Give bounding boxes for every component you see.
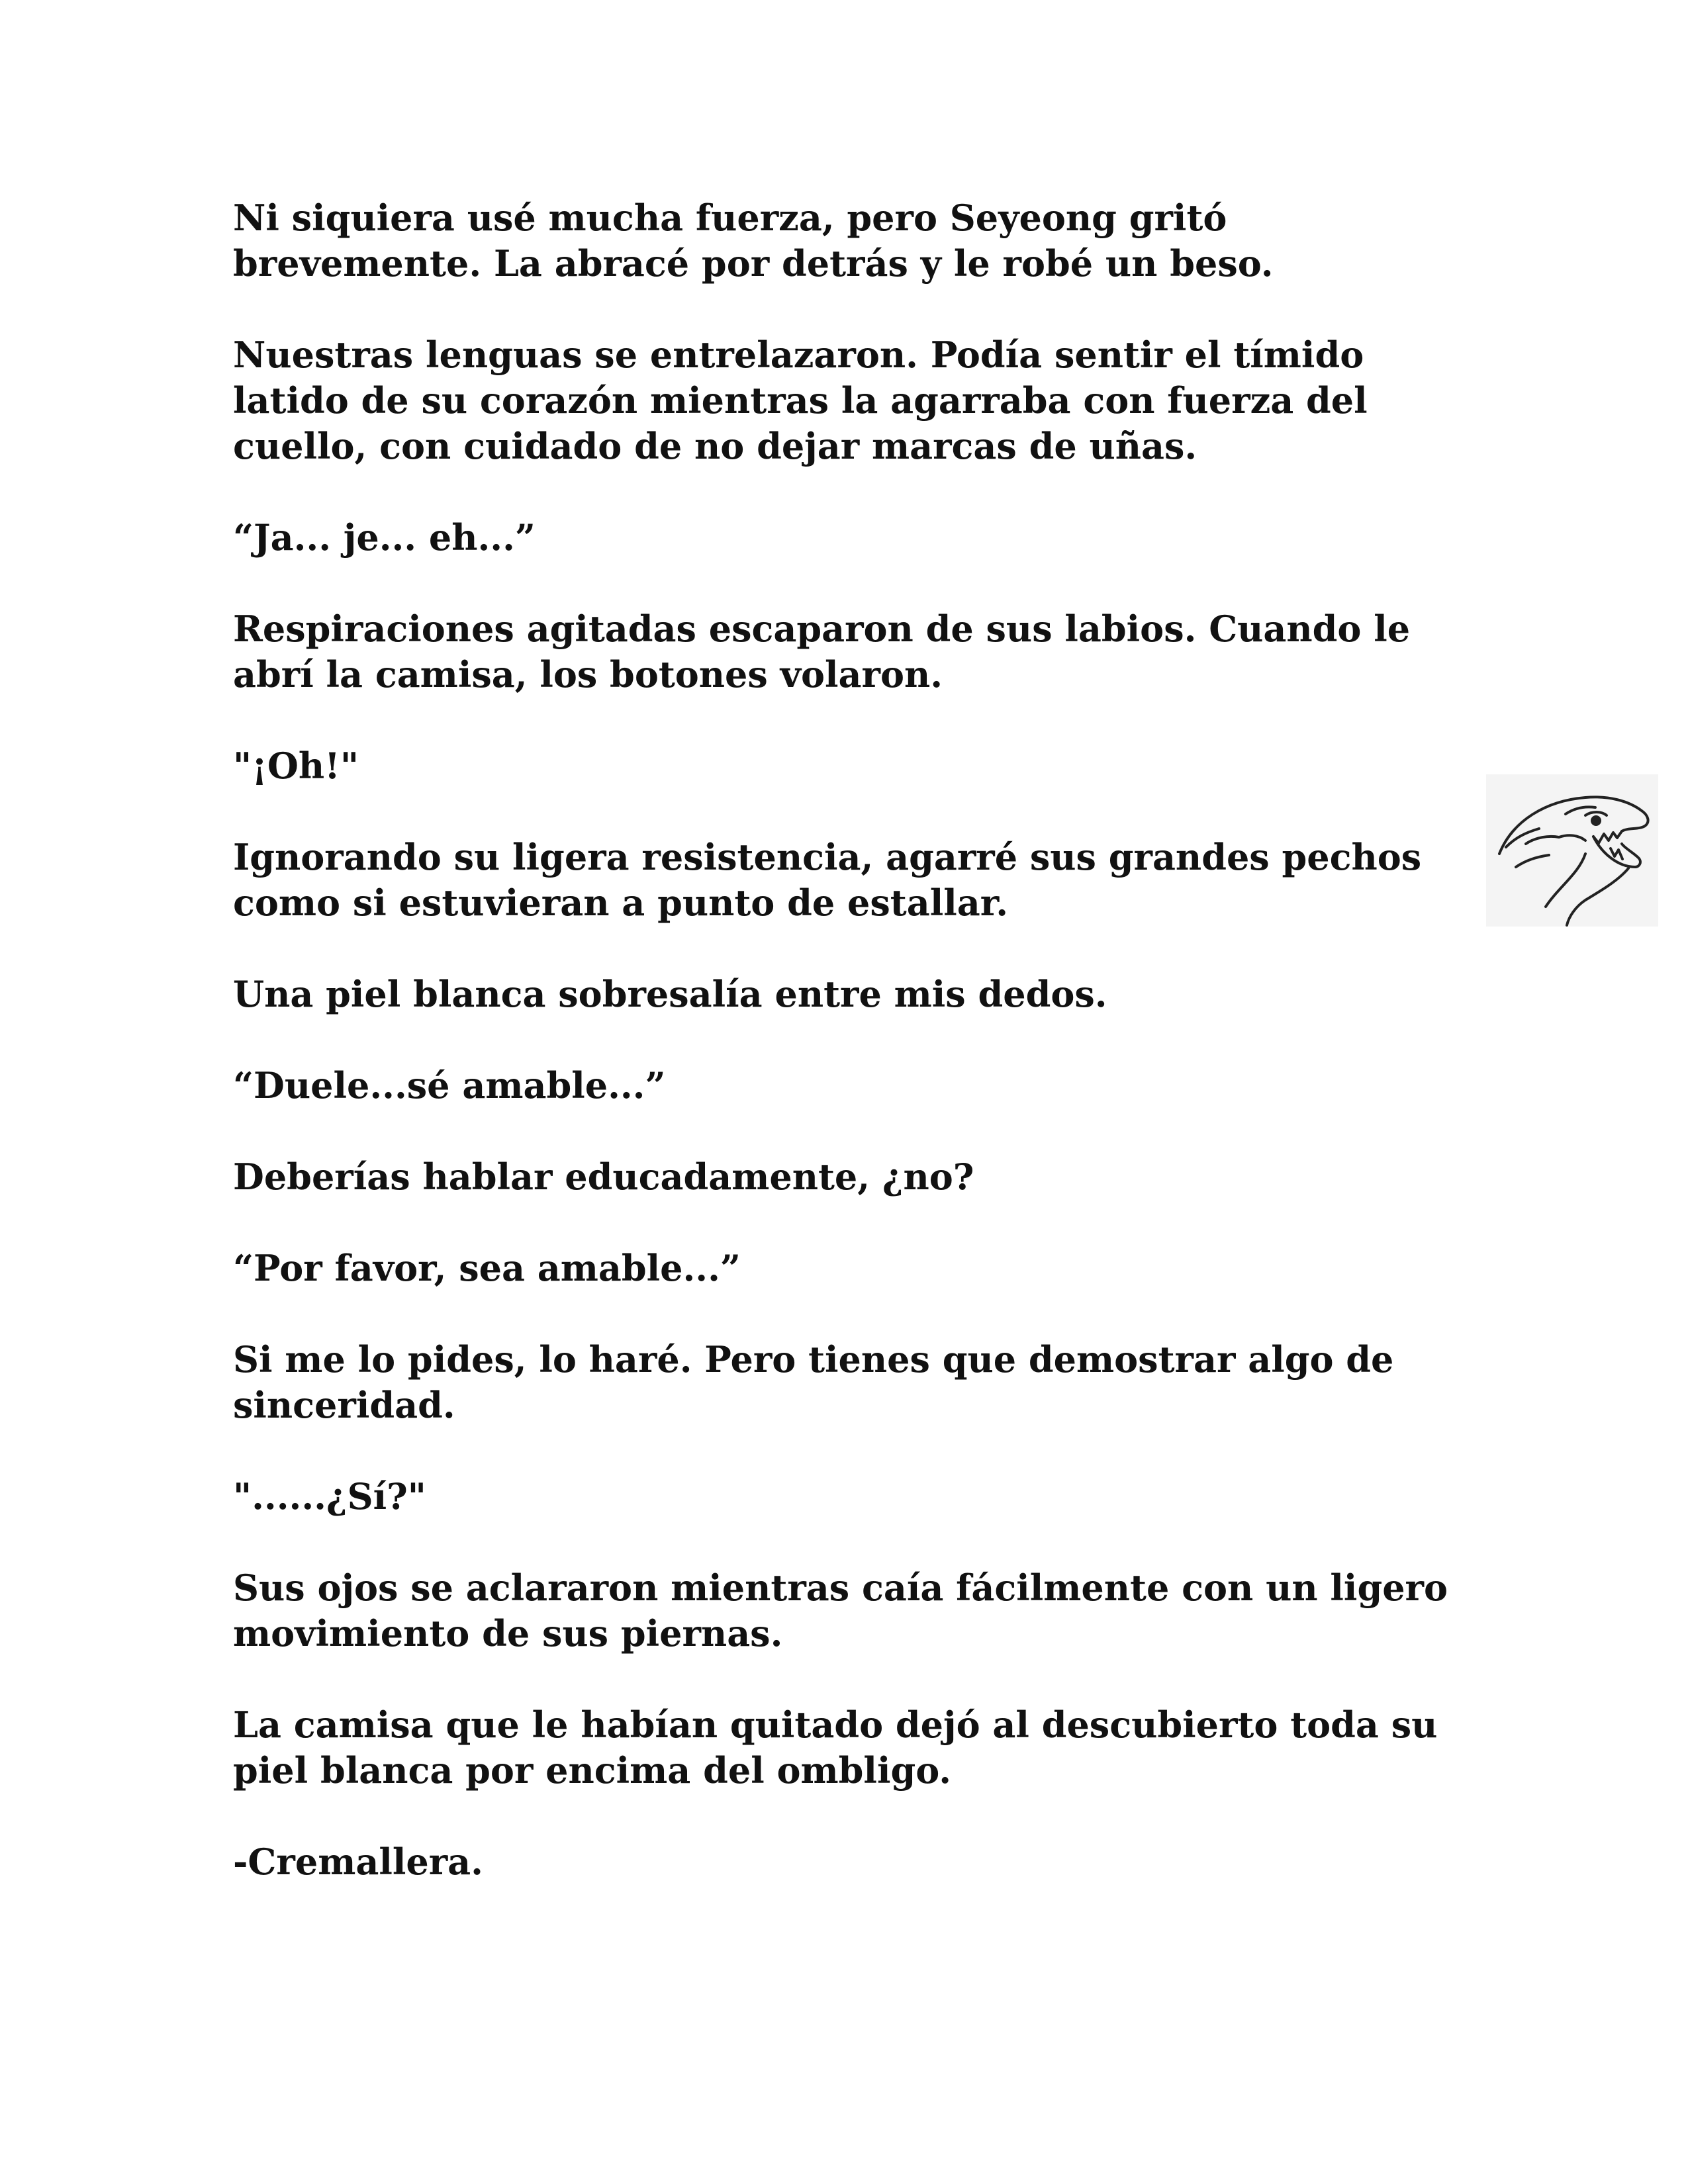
paragraph-12: "......¿Sí?" bbox=[233, 1475, 426, 1518]
paragraph-3: “Ja... je... eh...” bbox=[233, 516, 536, 559]
paragraph-11: Si me lo pides, lo haré. Pero tienes que demostrar algo de sinceridad. bbox=[233, 1338, 1394, 1426]
dinosaur-head-icon bbox=[1486, 774, 1658, 927]
paragraph-5: "¡Oh!" bbox=[233, 745, 359, 787]
paragraph-1: Ni siquiera usé mucha fuerza, pero Seyeong gritó brevemente. La abracé por detrás y le robé un beso. bbox=[233, 197, 1274, 285]
paragraph-14: La camisa que le habían quitado dejó al descubierto toda su piel blanca por encima del ombligo. bbox=[233, 1704, 1438, 1792]
paragraph-8: “Duele...sé amable...” bbox=[233, 1064, 666, 1107]
paragraph-7: Una piel blanca sobresalía entre mis dedos. bbox=[233, 973, 1107, 1015]
paragraph-15: -Cremallera. bbox=[233, 1841, 483, 1883]
paragraph-10: “Por favor, sea amable...” bbox=[233, 1247, 741, 1289]
paragraph-2: Nuestras lenguas se entrelazaron. Podía sentir el tímido latido de su corazón mientras la agarraba con fuerza del cuello, con cuidado de no dejar marcas de uñas. bbox=[233, 334, 1368, 467]
paragraph-4: Respiraciones agitadas escaparon de sus labios. Cuando le abrí la camisa, los botones volaron. bbox=[233, 608, 1411, 696]
paragraph-6: Ignorando su ligera resistencia, agarré sus grandes pechos como si estuvieran a punto de estallar. bbox=[233, 836, 1422, 924]
paragraph-13: Sus ojos se aclararon mientras caía fácilmente con un ligero movimiento de sus piernas. bbox=[233, 1567, 1448, 1655]
story-text bbox=[233, 195, 1464, 1931]
paragraph-9: Deberías hablar educadamente, ¿no? bbox=[233, 1156, 974, 1198]
